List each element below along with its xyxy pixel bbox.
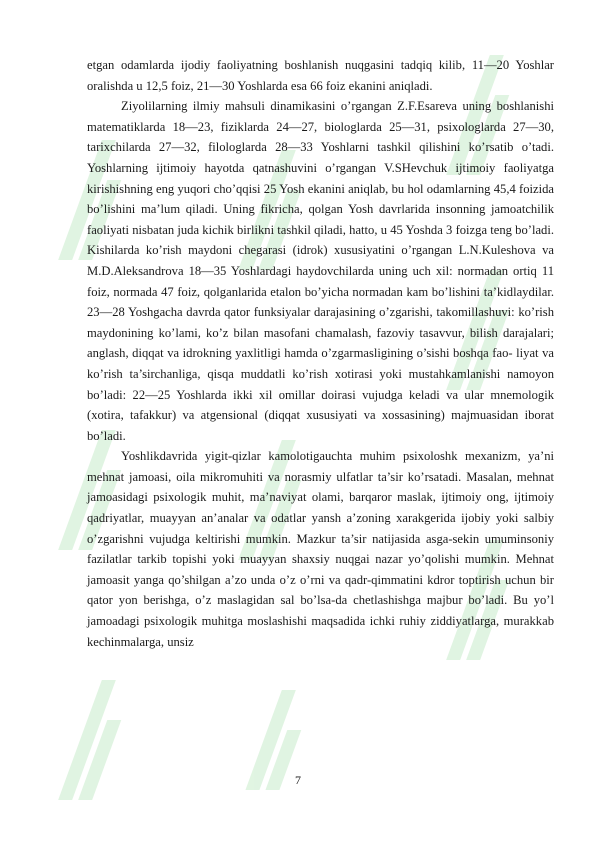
body-paragraph: Ziyolilarning ilmiy mahsuli dinamikasini o’rgangan Z.F.Esareva uning boshlanishi matematiklarda 18—23, fiziklarda 24—27, biologlarda 25—31, psixologlarda 27—30, tarixchilarda 27—32, filologlarda 28—33 Yoshlarni tashkil qilishini ko’rsatib o’tadi. Yoshlarning ijtimoiy hayotda qatnashuvini o’rgangan V.SHevchuk ijtimoiy faoliyatga kirishishning eng yuqori cho’qqisi 25 Yosh ekanini aniqlab, bu hol odamlarning 45,4 foizida bo’lishini ma’lum qiladi. Uning fikricha, qolgan Yosh davrlarida insonning jamoatchilik faoliyati nisbatan juda kichik birlikni tashkil qiladi, hatto, u 45 Yoshda 3 foizga teng bo’ladi. Kishilarda ko’rish maydoni chegarasi (idrok) xususiyatini o’rgangan L.N.Kuleshova va M.D.Aleksandrova 18—35 Yoshlardagi haydovchilarda uning uch xil: normadan ortiq 11 foiz, normada 47 foiz, qolganlarida etalon bo’yicha normadan kam bo’lishini ta’kidlaydilar. 23—28 Yoshgacha davrda qator funksiyalar darajasining o’zgarishi, takomillashuvi: ko’rish maydonining ko’lami, ko’z bilan masofani chamalash, fazoviy tasavvur, bilish darajalari; anglash, diqqat va idrokning yaxlitligi hamda o’zgarmasligining o’sishi boshqa fao- liyat va ko’rish ta’sirchanliga, qisqa muddatli ko’rish xotirasi yoki mustahkamlanishi namoyon bo’ladi: 22—25 Yoshlarda ikki xil omillar doirasi vujudga keladi va ular mnemologik (xotira, tafakkur) va atgensional (diqqat xususiyati va xossasining) majmuasidan iborat bo’ladi.: [87, 99, 554, 443]
body-paragraph: Yoshlikdavrida yigit-qizlar kamolotigauchta muhim psixoloshk mexanizm, ya’ni mehnat jamoasi, oila mikromuhiti va norasmiy ulfatlar ta’sir ko’rsatadi. Masalan, mehnat jamoasidagi psixologik muhit, ma’naviyat olami, barqaror maslak, ijtimoiy ong, ijtimoiy qadriyatlar, muayyan an’analar va odatlar yansh a’zoning xarakgerida ijobiy yoki salbiy o’zgarishni vujudga keltirishi mumkin. Mazkur ta’sir natijasida asga-sekin umuminsoniy fazilatlar tarkib topishi yoki muayyan shaxsiy nuqgai nazar yo’qolishi mumkin. Mehnat jamoasit yanga qo’shilgan a’zo unda o’z o’rni va qadr-qimmatini kdror toptirish uchun bir qator yon berishga, o’z maslagidan sal bo’lsa-da chetlashishga majbur bo’ladi. Bu yo’l jamoadagi psixologik muhitga moslashishi maqsadida ichki ruhiy ziddiyatlarga, murakkab kechinmalarga, unsiz: [87, 449, 554, 649]
body-paragraph: etgan odamlarda ijodiy faoliyatning boshlanish nuqgasini tadqiq kilib, 11—20 Yoshlar oralishda u 12,5 foiz, 21—30 Yoshlarda esa 66 foiz ekanini aniqladi.: [87, 58, 554, 93]
watermark-mark: [238, 690, 340, 810]
page-number: 7: [295, 773, 301, 787]
document-body: [87, 55, 554, 652]
